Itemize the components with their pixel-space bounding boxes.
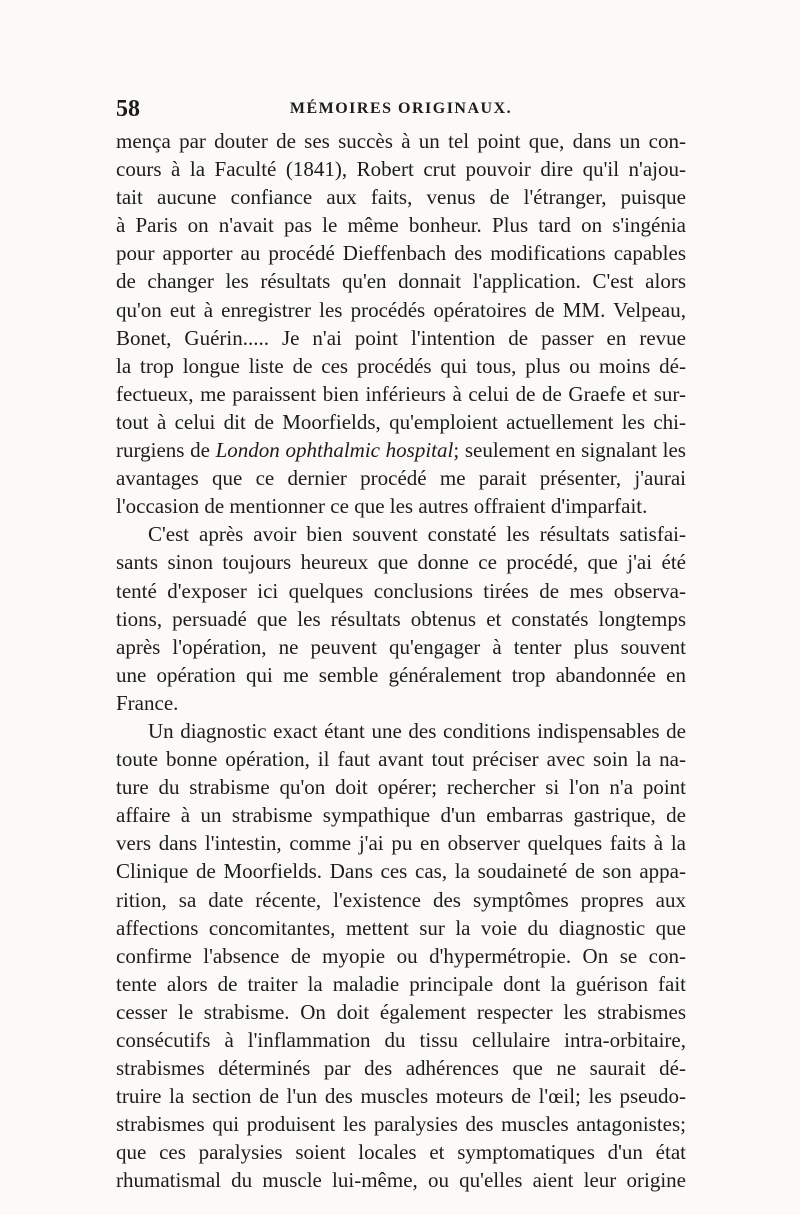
text-line: à Paris on n'avait pas le même bonheur. Plus tard on s'ingénia — [116, 213, 686, 238]
text-line: truire la section de l'un des muscles moteurs de l'œil; les pseudo- — [116, 1084, 686, 1109]
text-line: strabismes déterminés par des adhérences que ne saurait dé- — [116, 1056, 686, 1081]
text-line: rhumatismal du muscle lui-même, ou qu'elles aient leur origine — [116, 1168, 686, 1193]
text-line: ture du strabisme qu'on doit opérer; rechercher si l'on n'a point — [116, 775, 686, 800]
text-line: que ces paralysies soient locales et symptomatiques d'un état — [116, 1140, 686, 1165]
line-end: ; seulement en signalant les — [453, 438, 686, 463]
paragraph-start-line: Un diagnostic exact étant une des conditions indispensables de — [148, 718, 686, 743]
page-header — [116, 95, 686, 123]
text-line: pour apporter au procédé Dieffenbach des modifications capables — [116, 241, 686, 266]
text-line: tions, persuadé que les résultats obtenus et constatés longtemps — [116, 606, 686, 631]
text-line: qu'on eut à enregistrer les procédés opératoires de MM. Velpeau, — [116, 297, 686, 322]
text-line: affections concomitantes, mettent sur la voie du diagnostic que — [116, 915, 686, 940]
text-line: sants sinon toujours heureux que donne ce procédé, que j'ai été — [116, 550, 686, 575]
text-line: toute bonne opération, il faut avant tout préciser avec soin la na- — [116, 747, 686, 772]
text-line: strabismes qui produisent les paralysies des muscles antagonistes; — [116, 1112, 686, 1137]
text-line: tout à celui dit de Moorfields, qu'emploient actuellement les chi- — [116, 409, 686, 434]
body-text — [116, 127, 686, 1195]
text-line: Clinique de Moorfields. Dans ces cas, la soudaineté de son appa- — [116, 859, 686, 884]
paragraph-start-line: C'est après avoir bien souvent constaté les résultats satisfai- — [148, 522, 686, 547]
text-line: confirme l'absence de myopie ou d'hypermétropie. On se con- — [116, 943, 686, 968]
text-line-with-italic — [116, 436, 686, 464]
text-line: tenté d'exposer ici quelques conclusions tirées de mes observa- — [116, 578, 686, 603]
text-line: consécutifs à l'inflammation du tissu cellulaire intra-orbitaire, — [116, 1028, 686, 1052]
text-line: tait aucune confiance aux faits, venus de l'étranger, puisque — [116, 185, 686, 210]
text-line: une opération qui me semble généralement trop abandonnée en — [116, 662, 686, 687]
text-line: affaire à un strabisme sympathique d'un embarras gastrique, de — [116, 803, 686, 828]
text-line: tente alors de traiter la maladie principale dont la guérison fait — [116, 971, 686, 996]
paragraph-end-line: France. — [116, 690, 179, 715]
text-line: rition, sa date récente, l'existence des symptômes propres aux — [116, 887, 686, 912]
text-line: fectueux, me paraissent bien inférieurs à celui de de Graefe et sur- — [116, 381, 686, 406]
text-line: la trop longue liste de ces procédés qui tous, plus ou moins dé- — [116, 353, 686, 378]
text-line: avantages que ce dernier procédé me parait présenter, j'aurai — [116, 466, 686, 491]
running-title: MÉMOIRES ORIGINAUX. — [289, 100, 513, 117]
text-line: de changer les résultats qu'en donnait l'application. C'est alors — [116, 269, 686, 294]
text-line: mença par douter de ses succès à un tel point que, dans un con- — [116, 129, 686, 153]
text-line: cesser le strabisme. On doit également respecter les strabismes — [116, 999, 686, 1024]
text-line: Bonet, Guérin..... Je n'ai point l'intention de passer en revue — [116, 325, 686, 350]
text-line: après l'opération, ne peuvent qu'engager à tenter plus souvent — [116, 634, 686, 659]
line-start: rurgiens de — [116, 438, 210, 463]
page-number: 58 — [116, 96, 140, 122]
hospital-name-italic: London ophthalmic hospital — [215, 438, 454, 463]
paragraph-end-line: l'occasion de mentionner ce que les autres offraient d'imparfait. — [116, 494, 648, 519]
text-line: vers dans l'intestin, comme j'ai pu en observer quelques faits à la — [116, 831, 686, 856]
text-line: cours à la Faculté (1841), Robert crut pouvoir dire qu'il n'ajou- — [116, 157, 686, 182]
